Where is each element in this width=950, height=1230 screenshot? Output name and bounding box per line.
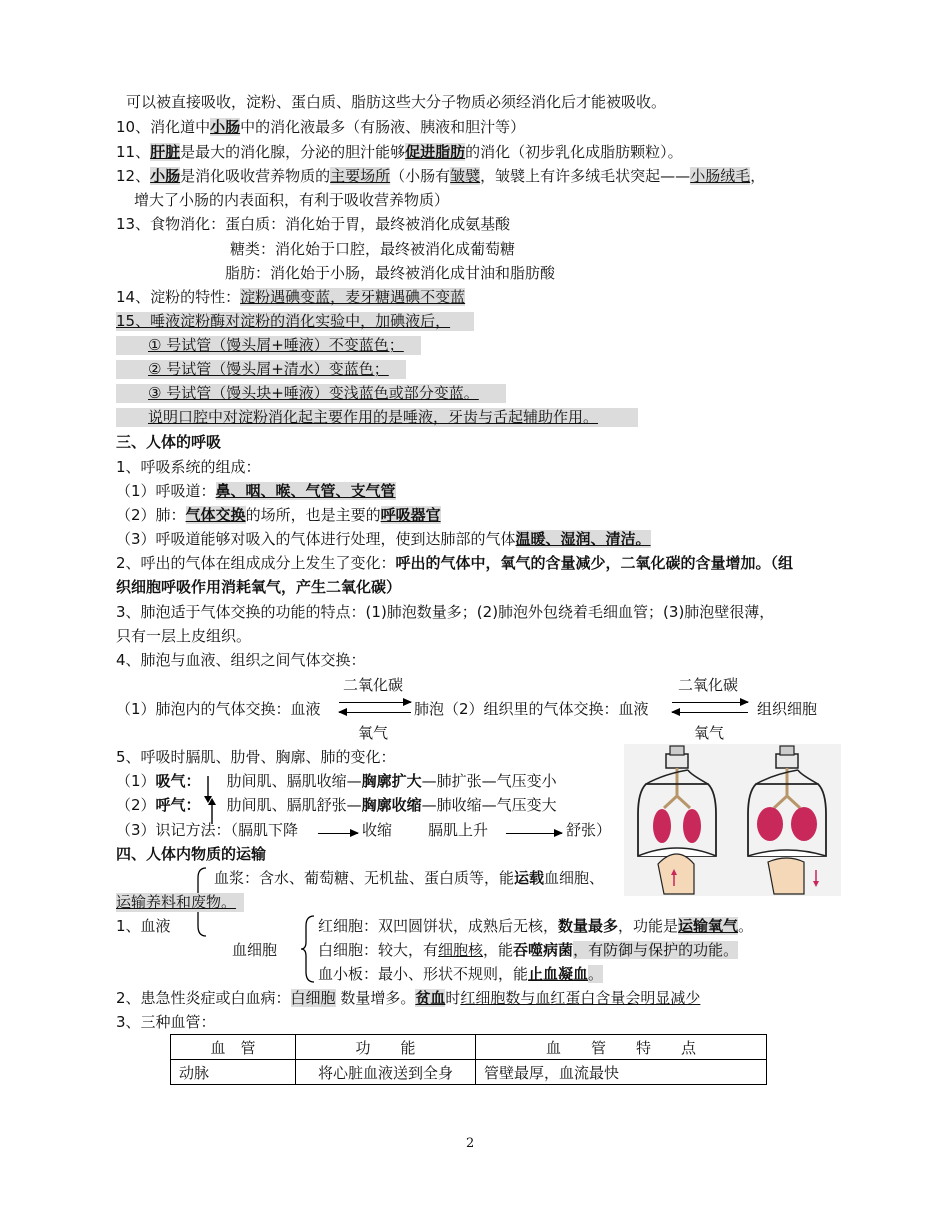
text-line: ① 号试管（馒头屑+唾液）不变蓝色； xyxy=(148,336,404,354)
text: —肺收缩—气压变大 xyxy=(421,796,557,814)
lung-icon xyxy=(791,807,817,841)
text: 的场所，也是主要的 xyxy=(245,506,381,524)
text: 数量增多。 xyxy=(335,989,416,1007)
text: 2、患急性炎症或白血病： xyxy=(116,989,291,1007)
text: ，功能是 xyxy=(618,917,679,935)
text-line: 4、肺泡与血液、组织之间气体交换： xyxy=(116,651,366,669)
key-term: 止血凝血 xyxy=(528,965,589,983)
table-header: 血 管 xyxy=(171,1035,296,1060)
key-term: 主要场所 xyxy=(330,167,391,185)
table-cell: 将心脏血液送到全身 xyxy=(296,1060,476,1085)
text-line: 说明口腔中对淀粉消化起主要作用的是唾液，牙齿与舌起辅助作用。 xyxy=(148,408,599,426)
lung-icon xyxy=(683,809,701,843)
text: 时 xyxy=(445,989,461,1007)
text-line: （3）识记方法：（膈肌下降 xyxy=(116,821,299,839)
table-cell: 动脉 xyxy=(171,1060,296,1085)
text-line: 1、呼吸系统的组成： xyxy=(116,458,261,476)
arrow-right-icon xyxy=(339,702,411,703)
section-heading: 三、人体的呼吸 xyxy=(116,433,222,451)
key-term: 小肠 xyxy=(210,118,241,136)
text: 是消化吸收营养物质的 xyxy=(180,167,331,185)
key-term: 皱襞 xyxy=(450,167,481,185)
text-line xyxy=(116,553,793,573)
text: 的消化（初步乳化成脂肪颗粒）。 xyxy=(465,143,683,161)
text: 血细胞、 xyxy=(544,869,605,887)
text-line: 运输养料和废物。 xyxy=(116,893,237,911)
bold-text: 运载 xyxy=(514,869,545,887)
key-term: 红细胞数与血红蛋白含量会明显减少 xyxy=(460,989,701,1007)
key-term: 气体交换 xyxy=(185,506,246,524)
o2-label: 氧气 xyxy=(694,724,725,742)
text: 12、 xyxy=(116,167,151,185)
bold-text: 吞噬病菌 xyxy=(513,941,574,959)
text-line xyxy=(116,988,700,1008)
bold-text: 吸气： xyxy=(155,772,201,790)
bold-text: 胸廓收缩 xyxy=(361,796,422,814)
text: （1） xyxy=(116,772,156,790)
text-line: 3、三种血管： xyxy=(116,1013,216,1031)
text: （2） xyxy=(116,796,156,814)
text-line: 膈肌上升 xyxy=(428,821,489,839)
text-line xyxy=(214,868,604,888)
text: 11、 xyxy=(116,143,151,161)
text: 肋间肌、膈肌收缩— xyxy=(226,772,362,790)
key-term: 小肠 xyxy=(150,167,181,185)
item-14 xyxy=(116,287,465,307)
text: 10、消化道中 xyxy=(116,118,211,136)
co2-label: 二氧化碳 xyxy=(678,676,739,694)
brace-icon xyxy=(300,914,316,984)
key-term: 肝脏 xyxy=(150,143,181,161)
text-line xyxy=(116,771,557,791)
item-10 xyxy=(116,117,525,137)
text-line: 糖类：消化始于口腔，最终被消化成葡萄糖 xyxy=(230,240,516,258)
key-term: 鼻、咽、喉、气管、支气管 xyxy=(215,482,396,500)
text-line: 可以被直接吸收，淀粉、蛋白质、脂肪这些大分子物质必须经消化后才能被吸收。 xyxy=(126,93,667,111)
text: 中的消化液最多（有肠液、胰液和胆汁等） xyxy=(240,118,526,136)
text-line: 脂肪：消化始于小肠，最终被消化成甘油和脂肪酸 xyxy=(225,264,556,282)
text-line: （1）肺泡内的气体交换：血液 xyxy=(116,700,321,718)
key-term: 白细胞 xyxy=(290,989,336,1007)
text: ，能 xyxy=(483,941,514,959)
text: —肺扩张—气压变小 xyxy=(421,772,557,790)
arrow-right-icon xyxy=(672,702,748,703)
key-term: 促进脂肪 xyxy=(405,143,466,161)
text: （小肠有 xyxy=(390,167,451,185)
bell-jar-inhale xyxy=(638,746,716,894)
text-line: 组织细胞 xyxy=(757,700,818,718)
text-line xyxy=(318,940,738,960)
text-line: 3、肺泡适于气体交换的功能的特点：(1)肺泡数量多；(2)肺泡外包绕着毛细血管；(3)肺泡壁很薄， xyxy=(116,603,775,621)
bell-jar-exhale xyxy=(748,746,826,894)
table-header: 功 能 xyxy=(296,1035,476,1060)
text-line: 增大了小肠的内表面积，有利于吸收营养物质） xyxy=(134,191,450,209)
text-line xyxy=(116,795,557,815)
text-line: ③ 号试管（馒头块+唾液）变浅蓝色或部分变蓝。 xyxy=(148,384,479,402)
key-term: 温暖、湿润、清洁。 xyxy=(515,530,651,548)
text: （2）肺： xyxy=(116,506,186,524)
key-term: 淀粉遇碘变蓝，麦牙糖遇碘不变蓝 xyxy=(240,288,466,306)
text: ，皱襞上有许多绒毛状突起—— xyxy=(480,167,691,185)
bell-jar-diagram xyxy=(624,744,841,896)
arrow-left-icon xyxy=(339,712,411,713)
text: 血浆：含水、葡萄糖、无机盐、蛋白质等，能 xyxy=(214,869,515,887)
text-line xyxy=(116,529,651,549)
table-header: 血 管 特 点 xyxy=(476,1035,767,1060)
section-heading: 四、人体内物质的运输 xyxy=(116,845,267,863)
text: ，有防御与保护的功能。 xyxy=(573,941,739,959)
text: 。 xyxy=(738,917,754,935)
text-line: 13、食物消化：蛋白质：消化始于胃，最终被消化成氨基酸 xyxy=(116,215,511,233)
text-line: 收缩 xyxy=(362,821,393,839)
text-line xyxy=(318,964,603,984)
table-header-row xyxy=(171,1035,767,1060)
bold-text: 呼出的气体中，氧气的含量减少，二氧化碳的含量增加。（组 xyxy=(395,554,794,572)
text-line: 只有一层上皮组织。 xyxy=(116,627,252,645)
lung-icon xyxy=(653,809,671,843)
text-line: 肺泡（2）组织里的气体交换：血液 xyxy=(414,700,649,718)
text-line: 5、呼吸时膈肌、肋骨、胸廓、肺的变化： xyxy=(116,748,396,766)
arrow-right-icon xyxy=(506,833,562,834)
bold-text: 胸廓扩大 xyxy=(361,772,422,790)
item-12 xyxy=(116,166,765,186)
text-line: 血细胞 xyxy=(232,941,278,959)
text-line xyxy=(116,481,396,501)
key-term: 小肠绒毛 xyxy=(690,167,751,185)
key-term: 细胞核 xyxy=(438,941,484,959)
item-11 xyxy=(116,142,683,162)
text: （1）呼吸道： xyxy=(116,482,216,500)
text-line xyxy=(318,916,753,936)
text: 红细胞：双凹圆饼状，成熟后无核， xyxy=(318,917,559,935)
co2-label: 二氧化碳 xyxy=(343,676,404,694)
text-line: 1、血液 xyxy=(116,917,171,935)
text-line: ② 号试管（馒头屑+清水）变蓝色； xyxy=(148,360,389,378)
text: 2、呼出的气体在组成成分上发生了变化： xyxy=(116,554,396,572)
text: 白细胞：较大，有 xyxy=(318,941,439,959)
key-term: 呼吸器官 xyxy=(380,506,441,524)
text: （3）呼吸道能够对吸入的气体进行处理，使到达肺部的气体 xyxy=(116,530,516,548)
bold-text: 呼气： xyxy=(155,796,201,814)
o2-label: 氧气 xyxy=(358,724,389,742)
text-line: 15、唾液淀粉酶对淀粉的消化实验中，加碘液后， xyxy=(116,312,451,330)
arrow-left-icon xyxy=(672,712,748,713)
text: 肋间肌、膈肌舒张— xyxy=(226,796,362,814)
text-line: 舒张） xyxy=(566,821,612,839)
bold-text: 数量最多 xyxy=(558,917,619,935)
text: 14、淀粉的特性： xyxy=(116,288,241,306)
text-line xyxy=(116,505,441,525)
text: 是最大的消化腺，分泌的胆汁能够 xyxy=(180,143,406,161)
page-number: 2 xyxy=(466,1136,475,1151)
key-term: 运输氧气 xyxy=(678,917,739,935)
vertical-arrows-icon xyxy=(203,774,217,826)
table-cell: 管壁最厚，血流最快 xyxy=(476,1060,767,1085)
text-line: 织细胞呼吸作用消耗氧气，产生二氧化碳） xyxy=(116,578,402,596)
table-row xyxy=(171,1060,767,1085)
text: 。 xyxy=(588,965,604,983)
text: ， xyxy=(750,167,766,185)
lung-icon xyxy=(757,807,783,841)
key-term: 贫血 xyxy=(415,989,446,1007)
arrow-right-icon xyxy=(318,833,358,834)
text: 血小板：最小、形状不规则，能 xyxy=(318,965,529,983)
vessel-table xyxy=(170,1034,767,1085)
